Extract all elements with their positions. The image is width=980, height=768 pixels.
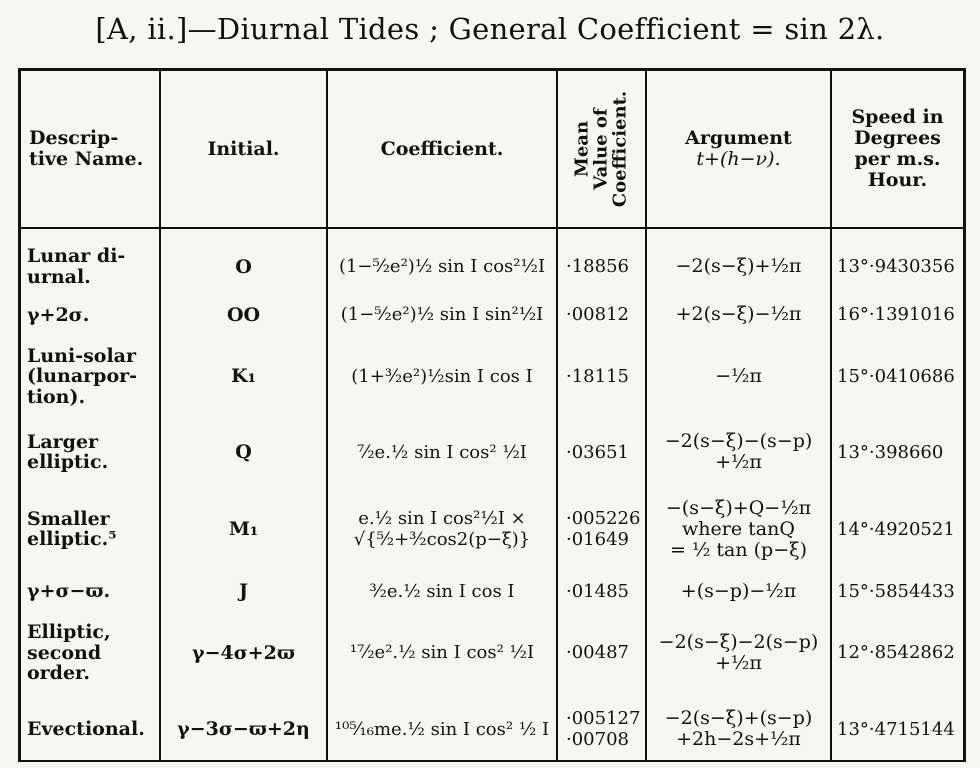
cell-speed: 12°·8542862 xyxy=(831,608,963,699)
table-row xyxy=(21,698,963,760)
cell-mean: ·00487 xyxy=(557,608,646,699)
header-argument: Argument t+(h−ν). xyxy=(646,71,831,228)
cell-argument: −(s−ξ)+Q−½π where tanQ = ½ tan (p−ξ) xyxy=(646,483,831,575)
cell-coefficient: (1−⁵⁄₂e²)½ sin I cos²½I xyxy=(327,228,557,299)
cell-coefficient: ¹⁷⁄₂e².½ sin I cos² ½I xyxy=(327,608,557,699)
cell-initial: γ−3σ−ϖ+2η xyxy=(160,698,327,760)
cell-coefficient: ⁷⁄₂e.½ sin I cos² ½I xyxy=(327,422,557,483)
table-row xyxy=(21,422,963,483)
cell-speed: 13°·9430356 xyxy=(831,228,963,299)
cell-initial: Q xyxy=(160,422,327,483)
cell-coefficient: ¹⁰⁵⁄₁₆me.½ sin I cos² ½ I xyxy=(327,698,557,760)
cell-initial: K₁ xyxy=(160,331,327,422)
cell-speed: 14°·4920521 xyxy=(831,483,963,575)
cell-argument: −2(s−ξ)−2(s−p) +½π xyxy=(646,608,831,699)
cell-name: γ+σ−ϖ. xyxy=(27,580,111,603)
table-row xyxy=(21,299,963,331)
page-title: [A, ii.]—Diurnal Tides ; General Coefficient = sin 2λ. xyxy=(95,12,885,46)
cell-name: Elliptic, second order. xyxy=(27,621,111,685)
cell-mean: ·18856 xyxy=(557,228,646,299)
cell-initial: M₁ xyxy=(160,483,327,575)
table-row xyxy=(21,575,963,607)
cell-initial: J xyxy=(160,575,327,607)
cell-mean: ·01485 xyxy=(557,575,646,607)
cell-speed: 13°·4715144 xyxy=(831,698,963,760)
cell-name: γ+2σ. xyxy=(27,303,90,326)
cell-coefficient: (1−⁵⁄₂e²)½ sin I sin²½I xyxy=(327,299,557,331)
cell-speed: 15°·0410686 xyxy=(831,331,963,422)
cell-argument: −2(s−ξ)+½π xyxy=(646,228,831,299)
header-initial: Initial. xyxy=(160,71,327,228)
header-mean-value: Mean Value of Coefficient. xyxy=(557,71,646,228)
cell-name: Lunar di- urnal. xyxy=(27,245,126,288)
cell-mean: ·005226 ·01649 xyxy=(557,483,646,575)
table-row xyxy=(21,608,963,699)
cell-coefficient: ³⁄₂e.½ sin I cos I xyxy=(327,575,557,607)
cell-initial: γ−4σ+2ϖ xyxy=(160,608,327,699)
cell-speed: 15°·5854433 xyxy=(831,575,963,607)
cell-mean: ·18115 xyxy=(557,331,646,422)
cell-argument: −2(s−ξ)+(s−p) +2h−2s+½π xyxy=(646,698,831,760)
tide-table-frame xyxy=(18,68,966,762)
header-descriptive-name: Descrip- tive Name. xyxy=(21,71,160,228)
cell-coefficient: e.½ sin I cos²½I × √{⁵⁄₂+³⁄₂cos2(p−ξ)} xyxy=(327,483,557,575)
cell-speed: 16°·1391016 xyxy=(831,299,963,331)
cell-name: Evectional. xyxy=(27,717,145,740)
table-row xyxy=(21,331,963,422)
header-row xyxy=(21,71,963,228)
header-coefficient: Coefficient. xyxy=(327,71,557,228)
diurnal-tides-table xyxy=(21,71,963,760)
cell-name: Luni-solar (lunarpor- tion). xyxy=(27,344,138,408)
cell-argument: −2(s−ξ)−(s−p) +½π xyxy=(646,422,831,483)
cell-mean: ·005127 ·00708 xyxy=(557,698,646,760)
header-speed: Speed in Degrees per m.s. Hour. xyxy=(831,71,963,228)
cell-initial: O xyxy=(160,228,327,299)
cell-mean: ·00812 xyxy=(557,299,646,331)
cell-name: Smaller elliptic.⁵ xyxy=(27,507,117,551)
cell-mean: ·03651 xyxy=(557,422,646,483)
cell-argument: +(s−p)−½π xyxy=(646,575,831,607)
cell-argument: +2(s−ξ)−½π xyxy=(646,299,831,331)
table-row xyxy=(21,483,963,575)
cell-coefficient: (1+³⁄₂e²)½sin I cos I xyxy=(327,331,557,422)
table-row xyxy=(21,228,963,299)
cell-name: Larger elliptic. xyxy=(27,430,109,474)
cell-speed: 13°·398660 xyxy=(831,422,963,483)
cell-argument: −½π xyxy=(646,331,831,422)
cell-initial: OO xyxy=(160,299,327,331)
